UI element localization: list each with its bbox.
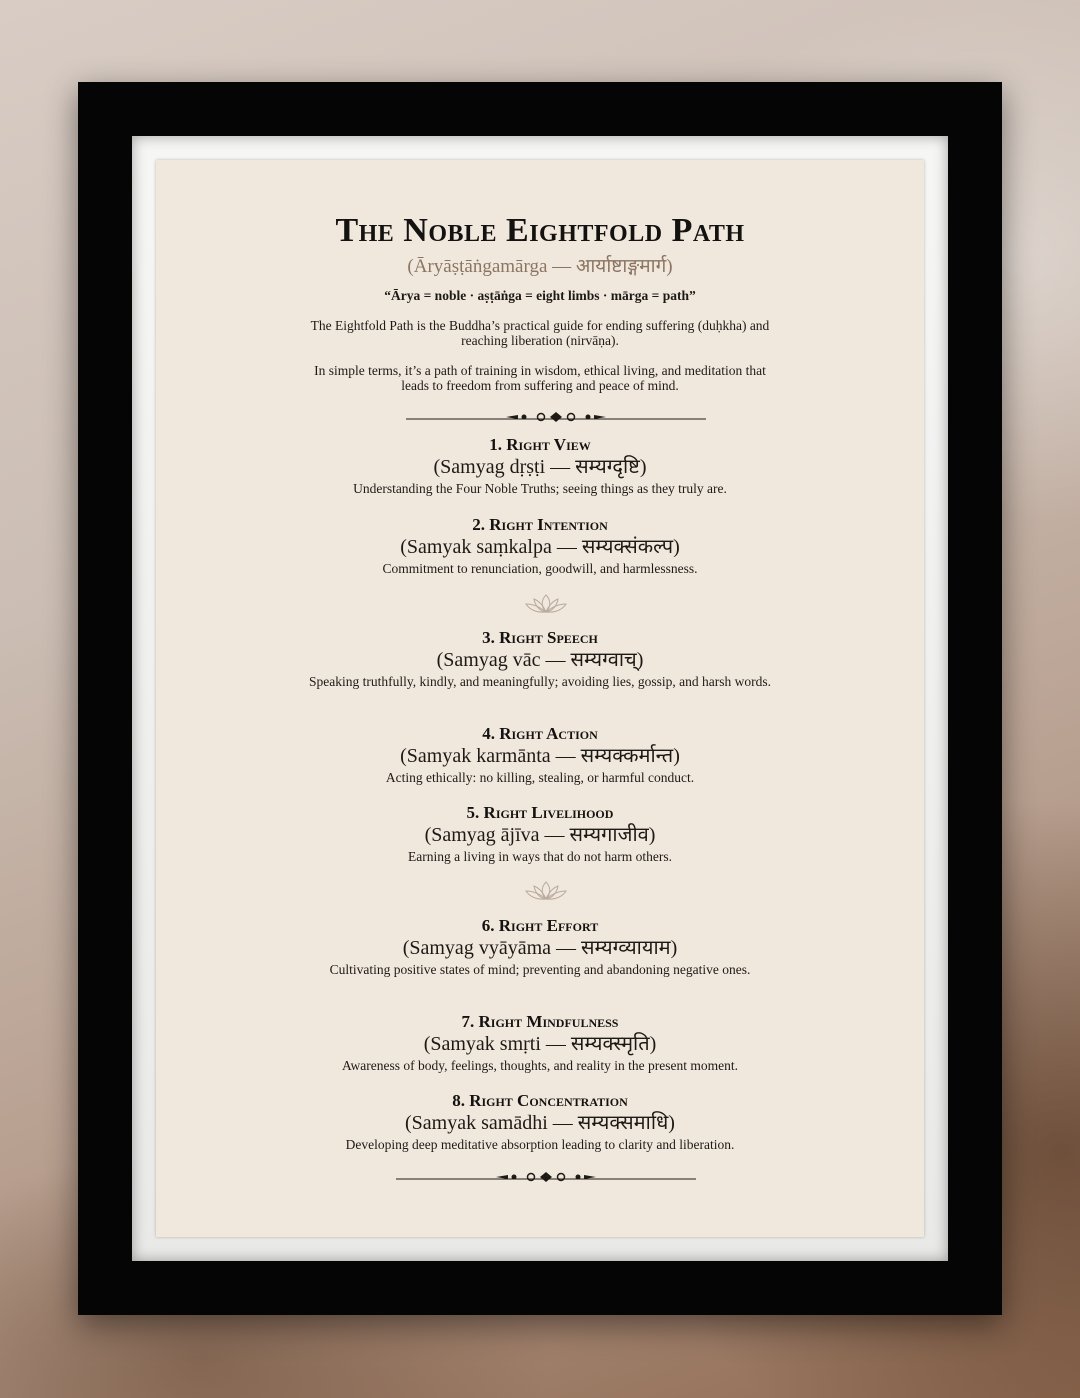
step-2 <box>296 515 784 577</box>
step-description: Developing deep meditative absorption leading to clarity and liberation. <box>345 1137 735 1152</box>
step-description: Understanding the Four Noble Truths; seeing things as they truly are. <box>353 481 727 496</box>
intro-paragraph-2: In simple terms, it’s a path of training in wisdom, ethical living, and meditation that leads to freedom from suffering and peace of mind. <box>314 363 766 393</box>
step-6 <box>296 916 784 978</box>
step-description: Awareness of body, feelings, thoughts, and reality in the present moment. <box>341 1058 739 1073</box>
step-sanskrit: (Samyak smṛti — सम्यक्स्मृति) <box>423 1033 657 1055</box>
poster-paper <box>156 160 924 1237</box>
lotus-icon <box>524 591 568 615</box>
step-sanskrit: (Samyag vyāyāma — सम्यग्व्यायाम) <box>402 937 678 959</box>
step-3 <box>296 628 784 690</box>
step-1 <box>296 435 784 497</box>
step-title: 3. Right Speech <box>482 628 598 647</box>
poster-title: The Noble Eightfold Path <box>335 212 745 249</box>
step-sanskrit: (Samyag dṛṣṭi — सम्यग्दृष्टि) <box>433 456 647 478</box>
lotus-icon <box>524 878 568 902</box>
step-sanskrit: (Samyag vāc — सम्यग्वाच्) <box>436 649 644 671</box>
step-title: 8. Right Concentration <box>452 1091 628 1110</box>
ornament-divider-top-icon <box>406 410 706 424</box>
step-sanskrit: (Samyak karmānta — सम्यक्कर्मान्त) <box>400 745 680 767</box>
step-8 <box>296 1091 784 1153</box>
ornament-divider-bottom-icon <box>396 1170 696 1184</box>
step-4 <box>296 724 784 786</box>
step-description: Commitment to renunciation, goodwill, and harmlessness. <box>382 561 698 576</box>
step-description: Acting ethically: no killing, stealing, or harmful conduct. <box>385 770 695 785</box>
step-title: 1. Right View <box>489 435 591 454</box>
step-sanskrit: (Samyak saṃkalpa — सम्यक्संकल्प) <box>400 536 680 558</box>
step-sanskrit: (Samyag ājīva — सम्यगाजीव) <box>424 824 656 846</box>
step-title: 7. Right Mindfulness <box>461 1012 619 1031</box>
step-title: 2. Right Intention <box>472 515 608 534</box>
step-title: 5. Right Livelihood <box>466 803 614 822</box>
step-description: Cultivating positive states of mind; preventing and abandoning negative ones. <box>329 962 751 977</box>
poster-subtitle: (Āryāṣṭāṅgamārga — आर्याष्टाङ्गमार्ग) <box>407 256 673 277</box>
step-title: 6. Right Effort <box>481 916 599 935</box>
step-description: Speaking truthfully, kindly, and meaningfully; avoiding lies, gossip, and harsh words. <box>308 674 772 689</box>
step-title: 4. Right Action <box>482 724 598 743</box>
step-7 <box>296 1012 784 1074</box>
step-sanskrit: (Samyak samādhi — सम्यक्समाधि) <box>405 1112 675 1134</box>
step-5 <box>296 803 784 865</box>
intro-paragraph-1: The Eightfold Path is the Buddha’s practical guide for ending suffering (duḥkha) and reaching liberation (nirvāṇa). <box>310 318 770 348</box>
etymology-line: “Ārya = noble · aṣṭāṅga = eight limbs · mārga = path” <box>384 288 696 303</box>
step-description: Earning a living in ways that do not harm others. <box>408 849 672 864</box>
